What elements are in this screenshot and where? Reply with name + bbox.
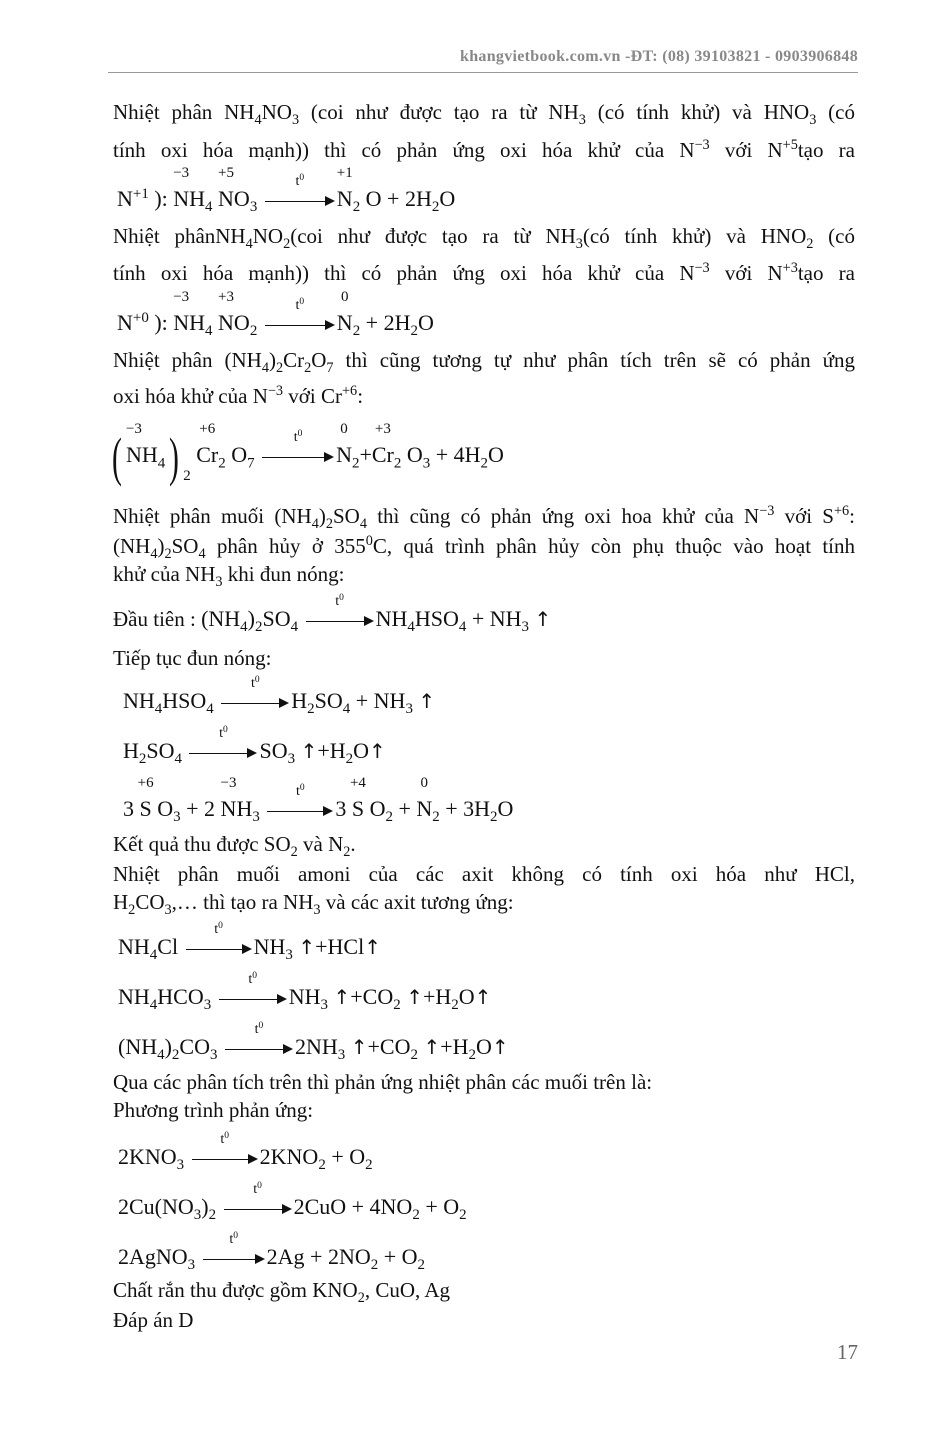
paragraph-nh4no3-intro: Nhiệt phân $NH_4NO_3$ (coi như được tạo ra từ $NH_3$ (có tính khử) và $HNO_3$ (có xyxy=(113,100,855,128)
gas-up-arrow-icon: ↑ xyxy=(300,739,318,763)
equation-kno3: $2KNO_3$ $t^0$ $2KNO_2 + O_2$ xyxy=(118,1130,373,1174)
paragraph-nh4no2-intro-2: tính oxi hóa mạnh)) thì có phản ứng oxi hóa khử của $N^{-3}$ với $N^{+3}tạo$ ra xyxy=(113,260,855,285)
paragraph-ammonium-nonoxidizing: Nhiệt phân muối amoni của các axit không có tính oxi hóa như HCl, xyxy=(113,862,855,886)
paragraph-sulfate-intro: Nhiệt phân muối $(NH_4)_2SO_4$ thì cũng có phản ứng oxi hoa khử của $N^{-3}$ với $S^{+6}$: xyxy=(113,503,855,532)
equation-sulfate-step1: Đầu tiên : $(NH_4)_2SO_4$ $t^0$ $NH_4HSO_4 + NH_3$ ↑ xyxy=(113,592,552,636)
paragraph-dichromate-intro: Nhiệt phân $(NH_4)_2Cr_2O_7$ thì cũng tương tự như phân tích trên sẽ có phản ứng xyxy=(113,348,855,376)
equation-h2so4: $H_2SO_4$ $t^0$ $SO_3$ $↑+H_2O↑$ xyxy=(123,724,386,768)
equation-nh4hco3: $NH_4HCO_3$ $t^0$ $NH_3$ $↑+CO_2$ $↑+H_2O↑$ xyxy=(118,970,492,1014)
paragraph-nh4no2-intro: Nhiệt $phânNH_4NO_2(coi$ như được tạo ra từ $NH_3(có$ tính khử) và $HNO_2$ (có xyxy=(113,224,855,252)
gas-up-arrow-icon: ↑ xyxy=(534,607,552,631)
reaction-arrow: $t^0$ xyxy=(224,1203,292,1215)
paragraph-sulfate-intro-2: $(NH_4)_2SO_4$ phân hủy ở $355^0C$, quá trình phân hủy còn phụ thuộc vào hoạt tính xyxy=(113,533,855,562)
equation-nh4-2co3: $(NH_4)_2CO_3$ $t^0$ $2NH_3$ $↑+CO_2$ $↑+H_2O↑$ xyxy=(118,1020,509,1064)
equation-cu-no3-2: $2Cu(NO_3)_2$ $t^0$ $2CuO + 4NO_2 + O_2$ xyxy=(118,1180,467,1224)
paragraph-continue-heating: Tiếp tục đun nóng: xyxy=(113,646,272,670)
reaction-arrow: $t^0$ xyxy=(262,451,334,463)
gas-up-arrow-icon: ↑ xyxy=(406,985,423,1009)
reaction-arrow: $t^0$ xyxy=(306,615,374,627)
gas-up-arrow-icon: ↑ xyxy=(350,1035,368,1059)
reaction-arrow: $t^0$ xyxy=(267,805,333,817)
equation-nh4no3: $N^{+1}$ ): −3 $NH_4$ +5 $NO_3$ $t^0$ +1 $N_2$ $O + 2H_2O$ xyxy=(117,165,456,216)
reaction-arrow: $t^0$ xyxy=(189,747,257,759)
paragraph-summary: Qua các phân tích trên thì phản ứng nhiệt phân các muối trên là: xyxy=(113,1070,653,1094)
gas-up-arrow-icon: ↑ xyxy=(298,935,316,959)
paragraph-sulfate-intro-3: khử của $NH_3$ khi đun nóng: xyxy=(113,562,345,590)
paragraph-nh4no3-intro-2: tính oxi hóa mạnh)) thì có phản ứng oxi hóa khử của $N^{-3}$ với $N^{+5}tạo$ ra xyxy=(113,137,855,162)
gas-up-arrow-icon: ↑ xyxy=(418,689,436,713)
equation-agno3: 2AgNO$_3$ $t^0$ $2Ag + 2NO_2 + O_2$ xyxy=(118,1230,425,1274)
gas-up-arrow-icon: ↑ xyxy=(364,935,381,959)
gas-up-arrow-icon: ↑ xyxy=(369,739,386,763)
reaction-arrow: $t^0$ xyxy=(221,697,289,709)
reaction-arrow: $t^0$ xyxy=(265,195,335,207)
paragraph-reaction-equations: Phương trình phản ứng: xyxy=(113,1098,314,1122)
paragraph-solid-residue: Chất rắn thu được gồm $KNO_2$, CuO, Ag xyxy=(113,1278,451,1306)
equation-nh4hso4: $NH_4HSO_4$ $t^0$ $H_2SO_4 + NH_3$ ↑ xyxy=(123,674,436,718)
equation-dichromate: ( −3 $NH_4$) $_2$ +6 $Cr_2$ $O_7$ $t^0$ 0 $N_2+$ +3 $Cr_2$ $O_3 + 4H_2O$ xyxy=(112,421,504,487)
reaction-arrow: $t^0$ xyxy=(186,943,252,955)
paragraph-ammonium-nonoxidizing-2: $H_2CO_3,\dots$ thì tạo ra $NH_3$ và các axit tương ứng: xyxy=(113,890,514,918)
page-number: 17 xyxy=(837,1340,858,1364)
paragraph-dichromate-intro-2: oxi hóa khử của $N^{-3}$ với $Cr^{+6}$: xyxy=(113,383,364,408)
gas-up-arrow-icon: ↑ xyxy=(423,1035,441,1059)
equation-nh4no2: $N^{+0}$ ): −3 $NH_4$ +3 $NO_2$ $t^0$ 0 $N_2 + 2H_2O$ xyxy=(117,289,434,340)
gas-up-arrow-icon: ↑ xyxy=(474,985,492,1009)
gas-up-arrow-icon: ↑ xyxy=(491,1035,509,1059)
header-divider xyxy=(108,72,858,73)
reaction-arrow: $t^0$ xyxy=(265,319,335,331)
paragraph-result-so2-n2: Kết quả thu được $SO_2$ và $N_2$. xyxy=(113,832,356,860)
reaction-arrow: $t^0$ xyxy=(203,1253,265,1265)
reaction-arrow: $t^0$ xyxy=(225,1043,293,1055)
gas-up-arrow-icon: ↑ xyxy=(333,985,351,1009)
equation-nh4cl: $NH_4Cl$ $t^0$ $NH_3$ ↑+HCl↑ xyxy=(118,920,381,964)
reaction-arrow: $t^0$ xyxy=(219,993,287,1005)
equation-so3-nh3: 3 +6 S $O_3 + 2$ −3 $NH_3$ $t^0$ 3 +4 S $O_2$ + 0 $N_2 + 3H_2O$ xyxy=(123,775,514,826)
paragraph-answer: Đáp án D xyxy=(113,1308,194,1332)
page-header: khangvietbook.com.vn -ĐT: (08) 39103821 - 0903906848 xyxy=(460,48,858,65)
reaction-arrow: $t^0$ xyxy=(192,1153,258,1165)
